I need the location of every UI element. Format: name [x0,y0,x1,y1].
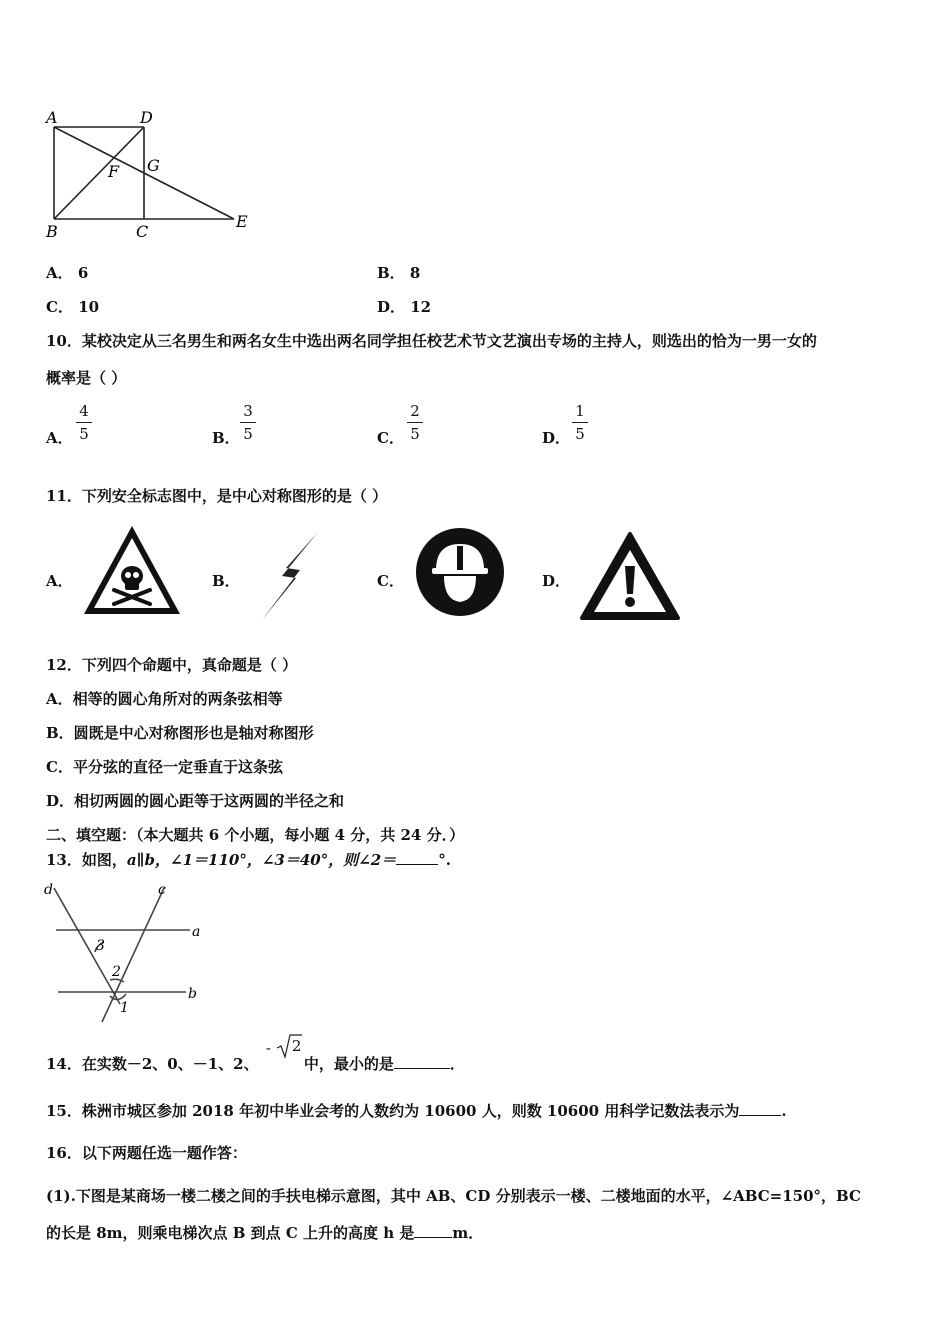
point-g-label: G [147,156,160,175]
q10-option-c-fraction[interactable]: 2 5 [407,402,423,443]
lightning-bolt-icon[interactable] [256,530,324,622]
q11-option-b-key[interactable]: B． [212,572,240,590]
angle-1-label: 1 [120,1000,129,1016]
point-a-label: A [46,108,58,127]
section-2-heading: 二、填空题：（本大题共 6 个小题，每小题 4 分，共 24 分．） [46,826,465,844]
line-d-label: d [44,882,53,898]
q10-stem-line2: 概率是（ ） [46,369,127,387]
poison-warning-icon[interactable] [80,522,184,618]
q12-option-b[interactable]: B．圆既是中心对称图形也是轴对称图形 [46,724,314,742]
point-b-label: B [46,222,58,240]
point-c-label: C [136,222,149,240]
q11-option-d-key[interactable]: D． [542,572,571,590]
q12-option-c[interactable]: C．平分弦的直径一定垂直于这条弦 [46,758,283,776]
q14-stem: 14．在实数－2、0、－1、2、 - 2 中，最小的是 ． [46,1053,465,1074]
q12-stem: 12．下列四个命题中，真命题是（ ） [46,656,298,674]
q9-option-d[interactable]: D． 12 [377,298,432,316]
q15-answer-blank[interactable] [739,1101,781,1116]
q10-option-a-fraction[interactable]: 4 5 [76,402,92,443]
helmet-required-icon[interactable] [414,526,506,618]
q12-option-a[interactable]: A．相等的圆心角所对的两条弦相等 [46,690,283,708]
line-b-label: b [188,986,197,1002]
q11-option-c-key[interactable]: C． [377,572,404,590]
q16-part1-line2: 的长是 8m，则乘电梯次点 B 到点 C 上升的高度 h 是 m． [46,1224,484,1242]
q10-option-b-key[interactable]: B． [212,429,240,447]
q11-stem: 11．下列安全标志图中，是中心对称图形的是（ ） [46,487,388,505]
q16-part1-line1: (1).下图是某商场一楼二楼之间的手扶电梯示意图，其中 AB、CD 分别表示一楼、二楼地面的水平，∠ABC=150°，BC [46,1187,861,1205]
segment-bd [54,127,144,219]
angle-3-label: 3 [96,938,105,954]
q12-option-d[interactable]: D．相切两圆的圆心距等于这两圆的半径之和 [46,792,345,810]
q13-answer-blank[interactable] [396,850,438,865]
q10-stem-line1: 10．某校决定从三名男生和两名女生中选出两名同学担任校艺术节文艺演出专场的主持人，则选出的恰为一男一女的 [46,332,817,350]
point-e-label: E [236,212,248,231]
neg-sqrt-2-expression: - 2 [264,1053,304,1069]
q11-option-a-key[interactable]: A． [46,572,73,590]
square-geometry-figure [40,105,260,240]
line-c [102,888,164,1022]
q10-option-d-fraction[interactable]: 1 5 [572,402,588,443]
q15-stem: 15．株洲市城区参加 2018 年初中毕业会考的人数约为 10600 人，则数 10600 用科学记数法表示为 . [46,1102,787,1120]
q13-condition: a∥b，∠1＝110°，∠3＝40°，则∠2＝ [126,851,397,869]
q14-answer-blank[interactable] [394,1054,450,1069]
line-c-label: c [158,882,166,898]
q10-option-b-fraction[interactable]: 3 5 [240,402,256,443]
point-f-label: F [108,162,120,181]
angle-2-label: 2 [112,964,121,980]
q13-stem: 13．如图，a∥b，∠1＝110°，∠3＝40°，则∠2＝ °. [46,851,451,869]
q9-option-c[interactable]: C． 10 [46,298,100,316]
line-a-label: a [192,924,201,940]
point-d-label: D [140,108,153,127]
q10-option-d-key[interactable]: D． [542,429,571,447]
q9-option-b[interactable]: B． 8 [377,264,421,282]
exclamation-warning-icon[interactable] [578,530,682,622]
q16-stem: 16．以下两题任选一题作答： [46,1144,247,1162]
line-d [54,888,120,1004]
q10-option-c-key[interactable]: C． [377,429,404,447]
q16-answer-blank[interactable] [414,1223,452,1238]
q10-option-a-key[interactable]: A． [46,429,73,447]
q9-option-a[interactable]: A． 6 [46,264,89,282]
parallel-lines-figure [40,880,220,1025]
